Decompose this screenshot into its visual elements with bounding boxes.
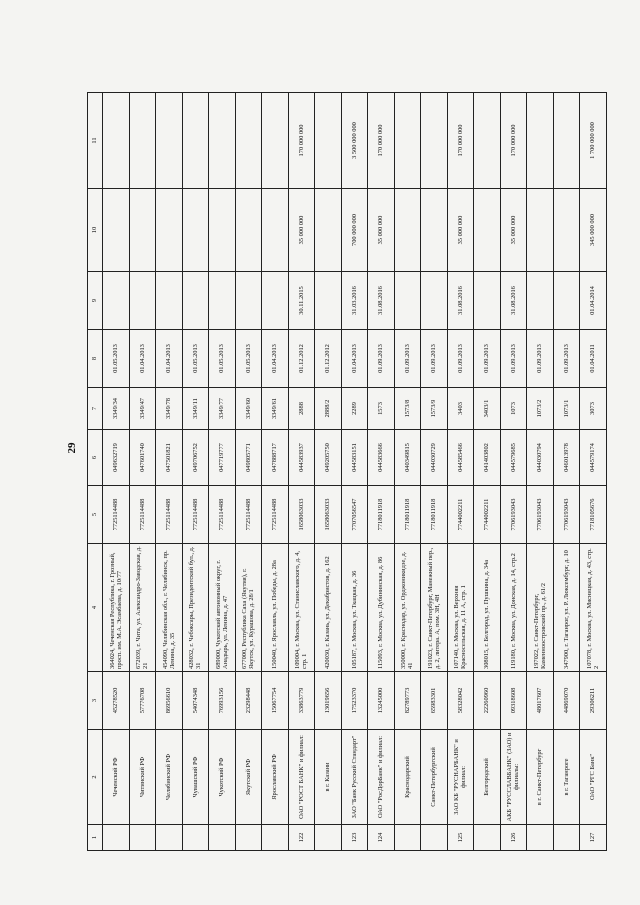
cell-c5: 1658063033 (288, 486, 315, 544)
cell-c6: 044030729 (421, 430, 448, 486)
cell-c10 (315, 189, 342, 272)
cell-c11: 170 000 000 (500, 93, 527, 189)
cell-c1 (553, 825, 580, 851)
cell-c2: ЗАО КБ "РУСНАРБАНК" и филиал: (447, 730, 474, 825)
cell-c1: 123 (341, 825, 368, 851)
table-row (182, 93, 209, 851)
cell-c5: 7725114488 (209, 486, 236, 544)
cell-c5: 7706193043 (500, 486, 527, 544)
header-row (88, 93, 103, 851)
cell-c7: 3349/11 (182, 388, 209, 430)
cell-c1: 127 (580, 825, 607, 851)
cell-c2: Санкт-Петербургский (421, 730, 448, 825)
cell-c10 (235, 189, 262, 272)
cell-c10 (474, 189, 501, 272)
cell-c10 (527, 189, 554, 272)
cell-c8: 01.04.2013 (262, 330, 289, 388)
table-row (341, 93, 368, 851)
cell-c6: 040349815 (394, 430, 421, 486)
cell-c4: 105187, г. Москва, ул. Ткацкая, д. 36 (341, 544, 368, 672)
cell-c8: 01.09.2013 (553, 330, 580, 388)
header-cell-5: 5 (88, 486, 103, 544)
cell-c9 (209, 272, 236, 330)
cell-c4: 191023, г. Санкт-Петербург, Манежный пер., д. 2, литера. А, пом. 3Н, 4Н (421, 544, 448, 672)
cell-c4: 420030, г. Казань, ул. Декабристов, д. 162 (315, 544, 342, 672)
cell-c9 (156, 272, 183, 330)
table-row (553, 93, 580, 851)
cell-c10 (103, 189, 130, 272)
cell-c4: 308015, г. Белгород, ул. Пушкина, д. 34а (474, 544, 501, 672)
cell-c8: 01.09.2013 (527, 330, 554, 388)
cell-c9 (182, 272, 209, 330)
cell-c1 (235, 825, 262, 851)
cell-c4: 672039, г. Чита, ул. Александро-Заводская, д. 21 (129, 544, 156, 672)
cell-c3: 58328042 (447, 672, 474, 730)
cell-c2: Читинский РФ (129, 730, 156, 825)
cell-c10 (421, 189, 448, 272)
cell-c11 (182, 93, 209, 189)
cell-c9 (474, 272, 501, 330)
cell-c9 (394, 272, 421, 330)
cell-c1: 125 (447, 825, 474, 851)
cell-c3: 13019656 (315, 672, 342, 730)
cell-c8: 01.04.2013 (341, 330, 368, 388)
cell-c7: 3349/60 (235, 388, 262, 430)
cell-c9 (527, 272, 554, 330)
cell-c5: 7718105676 (580, 486, 607, 544)
cell-c10 (209, 189, 236, 272)
cell-c3: 29306211 (580, 672, 607, 730)
cell-c6: 047601740 (129, 430, 156, 486)
cell-c7: 1073/2 (527, 388, 554, 430)
cell-c9: 31.08.2016 (368, 272, 395, 330)
cell-c7: 3349/61 (262, 388, 289, 430)
cell-c10: 700 000 000 (341, 189, 368, 272)
cell-c8: 01.05.2013 (182, 330, 209, 388)
header-cell-1: 1 (88, 825, 103, 851)
cell-c7: 3349/77 (209, 388, 236, 430)
cell-c6: 044583151 (341, 430, 368, 486)
header-cell-4: 4 (88, 544, 103, 672)
cell-c7: 1573 (368, 388, 395, 430)
cell-c10 (182, 189, 209, 272)
cell-c3: 48017607 (527, 672, 554, 730)
cell-c3: 44869070 (553, 672, 580, 730)
cell-c5: 7725114488 (156, 486, 183, 544)
cell-c2: в г. Таганроге (553, 730, 580, 825)
cell-c7: 1073/1 (553, 388, 580, 430)
table-row (129, 93, 156, 851)
cell-c5: 7718011918 (394, 486, 421, 544)
cell-c11: 170 000 000 (447, 93, 474, 189)
cell-c2: Ярославский РФ (262, 730, 289, 825)
cell-c1 (315, 825, 342, 851)
cell-c1 (103, 825, 130, 851)
cell-c9: 30.11.2015 (288, 272, 315, 330)
cell-c10: 35 000 000 (368, 189, 395, 272)
cell-c4: 689000, Чукотский автономный округ, г. Анадырь, ул. Ленина, д. 47 (209, 544, 236, 672)
cell-c4: 197022, г. Санкт-Петербург, Каменноостровский пр., д. 61/2 (527, 544, 554, 672)
cell-c9 (129, 272, 156, 330)
cell-c7: 1573/8 (394, 388, 421, 430)
cell-c1 (394, 825, 421, 851)
cell-c7: 1573/9 (421, 388, 448, 430)
table-row (580, 93, 607, 851)
cell-c5: 7706193043 (527, 486, 554, 544)
cell-c8: 01.12.2012 (315, 330, 342, 388)
cell-c1 (182, 825, 209, 851)
cell-c11 (156, 93, 183, 189)
header-cell-9: 9 (88, 272, 103, 330)
cell-c8: 01.12.2012 (288, 330, 315, 388)
cell-c10: 35 000 000 (288, 189, 315, 272)
cell-c8: 01.09.2013 (421, 330, 448, 388)
cell-c10 (262, 189, 289, 272)
cell-c8: 01.05.2013 (103, 330, 130, 388)
cell-c11 (209, 93, 236, 189)
cell-c2: ОАО "РОСТ БАНК" и филиал: (288, 730, 315, 825)
cell-c4: 347900, г. Таганрог, ул. Р. Люксембург, д. 10 (553, 544, 580, 672)
cell-c5: 7706193043 (553, 486, 580, 544)
cell-c6: 041403802 (474, 430, 501, 486)
header-cell-7: 7 (88, 388, 103, 430)
cell-c8: 01.04.2011 (580, 330, 607, 388)
cell-c8: 01.09.2013 (500, 330, 527, 388)
cell-c6: 044030794 (527, 430, 554, 486)
cell-c4: 109004, г. Москва, ул. Станиславского, д. 4, стр. 1 (288, 544, 315, 672)
table-row (103, 93, 130, 851)
cell-c10: 35 000 000 (500, 189, 527, 272)
cell-c1 (421, 825, 448, 851)
cell-c3: 57776708 (129, 672, 156, 730)
cell-c9: 01.04.2014 (580, 272, 607, 330)
cell-c5: 7725114488 (129, 486, 156, 544)
cell-c5: 7744002211 (447, 486, 474, 544)
table-row (262, 93, 289, 851)
cell-c7: 2888 (288, 388, 315, 430)
cell-c4: 677000, Республика Саха (Якутия), г. Якутск, ул. Курашова, д. 28/1 (235, 544, 262, 672)
cell-c6: 047501821 (156, 430, 183, 486)
cell-c8: 01.09.2013 (394, 330, 421, 388)
cell-c4: 150040, г. Ярославль, ул. Победы, д. 28а (262, 544, 289, 672)
header-cell-2: 2 (88, 730, 103, 825)
cell-c7: 3349/34 (103, 388, 130, 430)
cell-c3: 13245000 (368, 672, 395, 730)
table-row (394, 93, 421, 851)
cell-c9 (421, 272, 448, 330)
cell-c4: 364024, Чеченская Республика, г. Грозный, просп. им. М.А. Эсамбаева, д. 10/77 (103, 544, 130, 672)
cell-c10: 345 000 000 (580, 189, 607, 272)
cell-c2: Чеченский РФ (103, 730, 130, 825)
cell-c7: 3349/47 (129, 388, 156, 430)
header-cell-10: 10 (88, 189, 103, 272)
cell-c4: 119180, г. Москва, ул. Донская, д. 14, стр.2 (500, 544, 527, 672)
cell-c9: 31.03.2016 (341, 272, 368, 330)
table-row (421, 93, 448, 851)
header-cell-11: 11 (88, 93, 103, 189)
cell-c5: 7725114488 (182, 486, 209, 544)
header-cell-3: 3 (88, 672, 103, 730)
cell-c11 (527, 93, 554, 189)
cell-c7: 3073 (580, 388, 607, 430)
cell-c9: 31.08.2016 (500, 272, 527, 330)
cell-c2: в г. Санкт-Петербург (527, 730, 554, 825)
table-row (368, 93, 395, 851)
rotated-content (87, 93, 600, 851)
cell-c3: 09318608 (500, 672, 527, 730)
cell-c7: 3403 (447, 388, 474, 430)
cell-c5: 7725114488 (235, 486, 262, 544)
cell-c11 (235, 93, 262, 189)
cell-c6: 049706752 (182, 430, 209, 486)
cell-c10 (394, 189, 421, 272)
cell-c3: 22260960 (474, 672, 501, 730)
cell-c6: 044583937 (288, 430, 315, 486)
cell-c6: 046013978 (553, 430, 580, 486)
cell-c3: 33863779 (288, 672, 315, 730)
rotated-page-area (87, 93, 600, 851)
cell-c7: 3403/1 (474, 388, 501, 430)
cell-c6: 049205750 (315, 430, 342, 486)
cell-c8: 01.05.2013 (235, 330, 262, 388)
cell-c8: 01.09.2013 (474, 330, 501, 388)
cell-c1 (209, 825, 236, 851)
cell-c11 (474, 93, 501, 189)
cell-c10 (553, 189, 580, 272)
cell-c1 (474, 825, 501, 851)
cell-c5: 7725114488 (262, 486, 289, 544)
cell-c7: 2888/2 (315, 388, 342, 430)
cell-c6: 047719777 (209, 430, 236, 486)
cell-c5: 7725114488 (103, 486, 130, 544)
cell-c3: 45278520 (103, 672, 130, 730)
cell-c3: 15067754 (262, 672, 289, 730)
cell-c10 (156, 189, 183, 272)
cell-c2: Белгородский (474, 730, 501, 825)
cell-c5: 7744002211 (474, 486, 501, 544)
table-row (235, 93, 262, 851)
cell-c4: 428032, г. Чебоксары, Президентский бул., д. 31 (182, 544, 209, 672)
page-number: 29 (66, 442, 78, 454)
cell-c2: Краснодарский (394, 730, 421, 825)
cell-c1 (262, 825, 289, 851)
cell-c4: 115093, г. Москва, ул. Дубининская, д. 86 (368, 544, 395, 672)
cell-c2: АКБ "РУССЛАВБАНК" (ЗАО) и филиалы: (500, 730, 527, 825)
cell-c9 (262, 272, 289, 330)
table-row (500, 93, 527, 851)
bank-registry-table (87, 92, 607, 851)
cell-c3: 86956610 (156, 672, 183, 730)
table-row (474, 93, 501, 851)
cell-c5: 7718011918 (368, 486, 395, 544)
cell-c8: 01.09.2013 (447, 330, 474, 388)
cell-c2: Чукотский РФ (209, 730, 236, 825)
cell-c10: 35 000 000 (447, 189, 474, 272)
cell-c8: 01.05.2013 (209, 330, 236, 388)
cell-c1: 126 (500, 825, 527, 851)
cell-c6: 049632719 (103, 430, 130, 486)
cell-c6: 047888717 (262, 430, 289, 486)
cell-c6: 044579174 (580, 430, 607, 486)
cell-c1: 122 (288, 825, 315, 851)
cell-c1 (527, 825, 554, 851)
cell-c11 (315, 93, 342, 189)
cell-c10 (129, 189, 156, 272)
cell-c2: ОАО "РосДорБанк" и филиал: (368, 730, 395, 825)
cell-c1: 124 (368, 825, 395, 851)
table-body (103, 93, 607, 851)
cell-c3: 82789773 (394, 672, 421, 730)
cell-c9 (103, 272, 130, 330)
cell-c2: Чувашский РФ (182, 730, 209, 825)
table-row (527, 93, 554, 851)
cell-c5: 7718011918 (421, 486, 448, 544)
cell-c6: 044579685 (500, 430, 527, 486)
cell-c9 (315, 272, 342, 330)
cell-c6: 044583666 (368, 430, 395, 486)
cell-c8: 01.09.2013 (368, 330, 395, 388)
cell-c1 (129, 825, 156, 851)
cell-c9: 31.08.2016 (447, 272, 474, 330)
cell-c7: 2289 (341, 388, 368, 430)
cell-c1 (156, 825, 183, 851)
cell-c3: 17523370 (341, 672, 368, 730)
cell-c4: 350000, г. Краснодар, ул. Орджоникидзе, д. 41 (394, 544, 421, 672)
cell-c5: 1658063033 (315, 486, 342, 544)
cell-c2: в г. Казани (315, 730, 342, 825)
cell-c4: 454090, Челябинская обл., г. Челябинск, пр. Ленина, д. 35 (156, 544, 183, 672)
cell-c8: 01.04.2013 (129, 330, 156, 388)
cell-c8: 01.04.2013 (156, 330, 183, 388)
cell-c11 (262, 93, 289, 189)
cell-c5: 7707056547 (341, 486, 368, 544)
cell-c11 (421, 93, 448, 189)
cell-c3: 23298448 (235, 672, 262, 730)
cell-c9 (235, 272, 262, 330)
table-row (209, 93, 236, 851)
cell-c2: Якутский РФ (235, 730, 262, 825)
cell-c11 (103, 93, 130, 189)
cell-c4: 107078, г. Москва, ул. Мясницкая, д. 43, стр. 2 (580, 544, 607, 672)
cell-c11: 170 000 000 (368, 93, 395, 189)
cell-c11: 3 500 000 000 (341, 93, 368, 189)
cell-c9 (553, 272, 580, 330)
cell-c2: Челябинский РФ (156, 730, 183, 825)
header-cell-8: 8 (88, 330, 103, 388)
cell-c2: ЗАО "Банк Русский Стандарт" (341, 730, 368, 825)
cell-c3: 76993156 (209, 672, 236, 730)
cell-c11: 170 000 000 (288, 93, 315, 189)
cell-c11 (129, 93, 156, 189)
cell-c3: 54074348 (182, 672, 209, 730)
cell-c4: 107140, г. Москва, ул. Верхняя Красносельская, д. 11 А, стр. 1 (447, 544, 474, 672)
cell-c7: 1073 (500, 388, 527, 430)
header-cell-6: 6 (88, 430, 103, 486)
cell-c6: 044585466 (447, 430, 474, 486)
cell-c11: 1 700 000 000 (580, 93, 607, 189)
table-row (315, 93, 342, 851)
table-row (156, 93, 183, 851)
cell-c7: 3349/78 (156, 388, 183, 430)
cell-c6: 049805771 (235, 430, 262, 486)
cell-c11 (553, 93, 580, 189)
cell-c3: 65983301 (421, 672, 448, 730)
table-row (288, 93, 315, 851)
cell-c11 (394, 93, 421, 189)
cell-c2: ОАО "РГС Банк" (580, 730, 607, 825)
table-row (447, 93, 474, 851)
